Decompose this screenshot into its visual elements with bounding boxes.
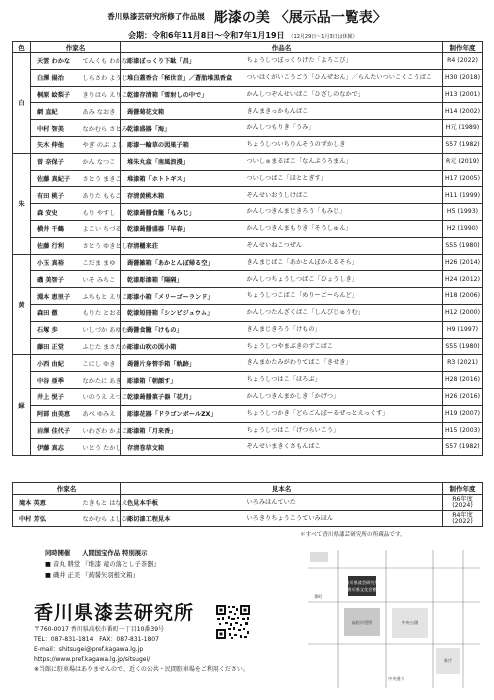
work-title: 堆漆箱「ホトトギス」 <box>121 170 243 187</box>
author-name: 淵本 恵里子 <box>31 288 77 305</box>
work-title: 存清黄桃木箱 <box>121 187 243 204</box>
production-year: H2 (1990) <box>443 220 483 237</box>
author-name: 井上 悦子 <box>31 388 77 405</box>
production-year: H18 (2006) <box>443 288 483 305</box>
author-kana: あべ ゆみえ <box>77 405 121 422</box>
work-kana: かんしつきんまもりき「そうしゅん」 <box>243 220 443 237</box>
author-name: 中村 智美 <box>31 120 77 137</box>
exhibit-table <box>12 41 483 456</box>
author-kana: なかむら よしひろ <box>77 511 121 527</box>
author-kana: いしづか あゆむ <box>77 321 121 338</box>
sample-row <box>13 511 483 527</box>
author-name: 森 安史 <box>31 204 77 221</box>
author-name: 佐藤 真紀子 <box>31 170 77 187</box>
production-year: R6年度 (2024) <box>443 495 483 511</box>
sample-title: 色見本手板 <box>121 495 243 511</box>
production-year: H30 (2018) <box>443 69 483 86</box>
work-title: 存清櫃来荘 <box>121 237 243 254</box>
work-kana: きんまかたみがわりてばこ「きせき」 <box>243 355 443 372</box>
production-year: H28 (2016) <box>443 372 483 389</box>
work-kana: かんしつたんざくばこ「しんびじゅうむ」 <box>243 304 443 321</box>
work-kana: ぞんせいねこつぜん <box>243 237 443 254</box>
sample-header-year: 制作年度 <box>443 483 483 495</box>
author-kana: もり やすし <box>77 204 121 221</box>
institute-name: 香川県漆芸研究所 <box>34 602 195 624</box>
work-kana: ちょうしついちりんそうのずかしき <box>243 136 443 153</box>
author-kana: いとう たかし <box>77 439 121 456</box>
work-kana: ぞんせいおうしけばこ <box>243 187 443 204</box>
production-year: H17 (2005) <box>443 170 483 187</box>
work-kana: ついはくがいこうごう「ひんぜおん」／らんたいついこくこうばこ <box>243 69 443 86</box>
work-kana: かんしつちょうしつばこ「ひょうしき」 <box>243 271 443 288</box>
period-note: （12月29日～1月3日は休館） <box>288 34 358 40</box>
author-name: 白澤 揚治 <box>31 69 77 86</box>
exhibit-table-body <box>13 53 483 456</box>
co-exhibition-item: ■ 音丸 耕堂 『堆漆 竜の落とし子茶器』 <box>45 561 160 568</box>
work-kana: ついしつばこ「ほととぎす」 <box>243 170 443 187</box>
production-year: H19 (2007) <box>443 405 483 422</box>
work-kana: ちょうしつやまぶきのずこばこ <box>243 338 443 355</box>
institute-url[interactable]: https://www.pref.kagawa.lg.jp/sitsugei/ <box>34 656 151 663</box>
work-kana: かんしつきんまかしき「かげつ」 <box>243 388 443 405</box>
parking-note: ※当館に駐車場はありませんので、近くの公共・民間駐車場をご利用ください。 <box>34 666 249 673</box>
table-row <box>13 388 483 405</box>
institute-tel-fax: TEL：087-831-1814 FAX：087-831-1807 <box>34 636 159 643</box>
table-row <box>13 237 483 254</box>
table-row <box>13 304 483 321</box>
author-name: 天雲 わかな <box>31 53 77 70</box>
work-title: 乾漆存清箱「雪射しの中で」 <box>121 86 243 103</box>
author-name: 藤田 正堂 <box>31 338 77 355</box>
work-kana: かんしつきんまじきろう「もみじ」 <box>243 204 443 221</box>
sample-header-work: 見本名 <box>121 483 443 495</box>
production-year: H5 (1993) <box>443 204 483 221</box>
work-title: 乾漆盛器「海」 <box>121 120 243 137</box>
author-kana: なかたに あき <box>77 372 121 389</box>
co-exhibition-label: 同時開催 <box>45 550 71 557</box>
production-year: H26 (2014) <box>443 254 483 271</box>
author-name: 岩澤 佳代子 <box>31 422 77 439</box>
work-title: 彫漆山吹の図小箱 <box>121 338 243 355</box>
table-row <box>13 170 483 187</box>
sample-table <box>12 482 483 527</box>
table-row <box>13 439 483 456</box>
work-kana: ぞんせいまきくさもんばこ <box>243 439 443 456</box>
author-kana: さとう まきこ <box>77 170 121 187</box>
color-group: 朱 <box>13 153 31 254</box>
author-name: 中谷 亜季 <box>31 372 77 389</box>
production-year: S57 (1982) <box>443 136 483 153</box>
author-name: 網 直紀 <box>31 103 77 120</box>
table-row <box>13 422 483 439</box>
work-kana: きんまじきろう「けもの」 <box>243 321 443 338</box>
production-year: H9 (1997) <box>443 321 483 338</box>
author-name: 横井 千鶴 <box>31 220 77 237</box>
author-kana: たきもと はなえ <box>77 495 121 511</box>
map-label: 中央公園 <box>401 620 419 625</box>
sample-kana: いろみほんていた <box>243 495 443 511</box>
work-title: 彫漆花器「ドラゴンボールZX」 <box>121 405 243 422</box>
work-kana: ちょうしつこばこ「めりーごーらんど」 <box>243 288 443 305</box>
qr-code[interactable] <box>215 604 251 640</box>
author-kana: いのうえ えつこ <box>77 388 121 405</box>
work-kana: ちょうしつはこ「ほろぶ」 <box>243 372 443 389</box>
table-row <box>13 187 483 204</box>
author-name: 佐藤 行利 <box>31 237 77 254</box>
color-group: 白 <box>13 53 31 154</box>
author-kana: もりた とおる <box>77 304 121 321</box>
author-kana: ふじた まさたか <box>77 338 121 355</box>
table-row <box>13 153 483 170</box>
page-title: 彫漆の美 〈展示品一覧表〉 <box>213 9 387 26</box>
author-kana: しらさわ ようじ <box>77 69 121 86</box>
production-year: S55 (1980) <box>443 338 483 355</box>
period-text: 会期：令和6年11月8日～令和7年1月19日 <box>128 31 285 40</box>
work-kana: ちょうしつぼっくりげた「よろこび」 <box>243 53 443 70</box>
author-name: 曽 奈保子 <box>31 153 77 170</box>
work-title: 彫漆箱「月来香」 <box>121 422 243 439</box>
work-title: 彫漆箱「朝顔す」 <box>121 372 243 389</box>
access-map <box>308 550 480 688</box>
table-row <box>13 405 483 422</box>
author-name: 有田 桃子 <box>31 187 77 204</box>
sample-table-body <box>13 495 483 527</box>
collection-footnote: ＊すべて香川県漆芸研究所の所蔵品です。 <box>300 532 406 538</box>
work-title: 蒟醤雑箱「あかとんぼ帰る空」 <box>121 254 243 271</box>
author-name: 矢木 伸他 <box>31 136 77 153</box>
work-kana: きんまきっかもんばこ <box>243 103 443 120</box>
work-kana: きんまじばこ「あかとんぼかえるそら」 <box>243 254 443 271</box>
sample-title: 彫切漆工程見本 <box>121 511 243 527</box>
author-name: 桐原 絵梨子 <box>31 86 77 103</box>
author-kana: ふちもと えりこ <box>77 288 121 305</box>
author-kana: なかむら さとみ <box>77 120 121 137</box>
table-row <box>13 103 483 120</box>
author-name: 阿部 由美恵 <box>31 405 77 422</box>
work-title: 乾漆蒟醤菓子器「花月」 <box>121 388 243 405</box>
header-work: 作品名 <box>121 42 443 53</box>
author-kana: きりはら えりこ <box>77 86 121 103</box>
author-kana: あみ なおき <box>77 103 121 120</box>
production-year: H15 (2003) <box>443 422 483 439</box>
table-row <box>13 254 483 271</box>
work-kana: ちょうしつはこ「げつらいこう」 <box>243 422 443 439</box>
production-year: H12 (2000) <box>443 304 483 321</box>
table-row <box>13 204 483 221</box>
table-row <box>13 372 483 389</box>
map-label: 県庁 <box>443 658 453 663</box>
header-year: 制作年度 <box>443 42 483 53</box>
map-label: 番町 <box>314 594 323 599</box>
work-title: 蒟醤食籠「けもの」 <box>121 321 243 338</box>
table-row <box>13 338 483 355</box>
table-row <box>13 86 483 103</box>
color-group: 黄 <box>13 254 31 355</box>
author-kana: さとう ゆきとし <box>77 237 121 254</box>
author-kana: こにし ゆき <box>77 355 121 372</box>
author-kana: こだま まゆ <box>77 254 121 271</box>
work-title: 蒟醤菊花文箱 <box>121 103 243 120</box>
exhibit-table-header <box>13 42 483 53</box>
table-row <box>13 355 483 372</box>
table-row <box>13 220 483 237</box>
co-exhibition-heading <box>45 548 160 559</box>
table-row <box>13 136 483 153</box>
author-name: 小玉 真裕 <box>31 254 77 271</box>
production-year: H11 (1999) <box>443 187 483 204</box>
author-kana: いわざわ かよこ <box>77 422 121 439</box>
production-year: H26 (2016) <box>443 388 483 405</box>
sample-header-author: 作家名 <box>13 483 121 495</box>
table-row <box>13 271 483 288</box>
exhibition-period <box>128 30 358 41</box>
work-kana: ちょうしつかき「どらごんぼーるぜっとえっくす」 <box>243 405 443 422</box>
author-kana: よこい ちづる <box>77 220 121 237</box>
work-title: 彫漆一輪草の図巣子箱 <box>121 136 243 153</box>
institute-email[interactable]: E-mail：shitsugei@pref.kagawa.lg.jp <box>34 646 144 653</box>
co-exhibition-title: 人間国宝作品 特別展示 <box>82 550 148 557</box>
work-kana: かんしつぞんせいばこ「ひざしのなかで」 <box>243 86 443 103</box>
work-kana: かんしつもりき「うみ」 <box>243 120 443 137</box>
production-year: H13 (2001) <box>443 86 483 103</box>
author-kana: てんくも わかな <box>77 53 121 70</box>
production-year: H14 (2002) <box>443 103 483 120</box>
production-year: R4 (2022) <box>443 53 483 70</box>
author-name: 小西 由紀 <box>31 355 77 372</box>
color-group: 緑 <box>13 355 31 456</box>
author-name: 滝本 英恵 <box>13 495 77 511</box>
author-kana: やぎ のぶ よし <box>77 136 121 153</box>
work-title: 存清巻草文箱 <box>121 439 243 456</box>
author-kana: かん なつこ <box>77 153 121 170</box>
sample-row <box>13 495 483 511</box>
work-title: 蒟醤片身替手箱「軌跡」 <box>121 355 243 372</box>
production-year: R4年度 (2022) <box>443 511 483 527</box>
production-year: S57 (1982) <box>443 439 483 456</box>
table-row <box>13 288 483 305</box>
map-label: 香川県漆芸研究所 <box>345 580 379 585</box>
work-kana: ついしゅまるばこ「なんぷうろまん」 <box>243 153 443 170</box>
table-row <box>13 120 483 137</box>
author-name: 石塚 歩 <box>31 321 77 338</box>
work-title: 乾漆短冊箱「シンビジュウム」 <box>121 304 243 321</box>
header-author: 作家名 <box>31 42 121 53</box>
work-title: 堆白蓋香合「秘世音」／蒼胎堆黒香盒 <box>121 69 243 86</box>
author-kana: いそ みちこ <box>77 271 121 288</box>
author-name: 中村 芳弘 <box>13 511 77 527</box>
work-title: 彫漆小箱「メリーゴーランド」 <box>121 288 243 305</box>
author-name: 伊藤 真志 <box>31 439 77 456</box>
production-year: R元 (2019) <box>443 153 483 170</box>
production-year: R3 (2021) <box>443 355 483 372</box>
header-color: 色 <box>13 42 31 53</box>
production-year: H元 (1989) <box>443 120 483 137</box>
author-name: 森田 徹 <box>31 304 77 321</box>
sample-table-header <box>13 483 483 495</box>
table-row <box>13 321 483 338</box>
sample-kana: いろきりちょうこうていみほん <box>243 511 443 527</box>
map-label: 香川県文化会館 <box>347 587 377 592</box>
header <box>0 6 494 27</box>
production-year: S55 (1980) <box>443 237 483 254</box>
institute-address: 〒760-0017 香川県高松市番町一丁目10番39号 <box>34 626 165 633</box>
table-row <box>13 69 483 86</box>
author-kana: ありた ももこ <box>77 187 121 204</box>
work-title: 乾漆彫漆箱「陽隔」 <box>121 271 243 288</box>
co-exhibition <box>45 548 160 581</box>
header-subtitle: 香川県漆芸研究所修了作品展 <box>107 12 205 21</box>
work-title: 乾漆蒟醤盛器「早春」 <box>121 220 243 237</box>
co-exhibition-item: ■ 磯井 正美 『蒟醤矢羽根文箱』 <box>45 572 139 579</box>
work-title: 乾漆蒟醤食籠「もみじ」 <box>121 204 243 221</box>
work-title: 彫漆ぼっくり下駄「昌」 <box>121 53 243 70</box>
map-label: 中央通り <box>388 676 405 681</box>
work-title: 堆朱丸盒「南風浪漫」 <box>121 153 243 170</box>
table-row <box>13 53 483 70</box>
map-label: 高松市役所 <box>351 620 373 625</box>
author-name: 磯 美智子 <box>31 271 77 288</box>
production-year: H24 (2012) <box>443 271 483 288</box>
